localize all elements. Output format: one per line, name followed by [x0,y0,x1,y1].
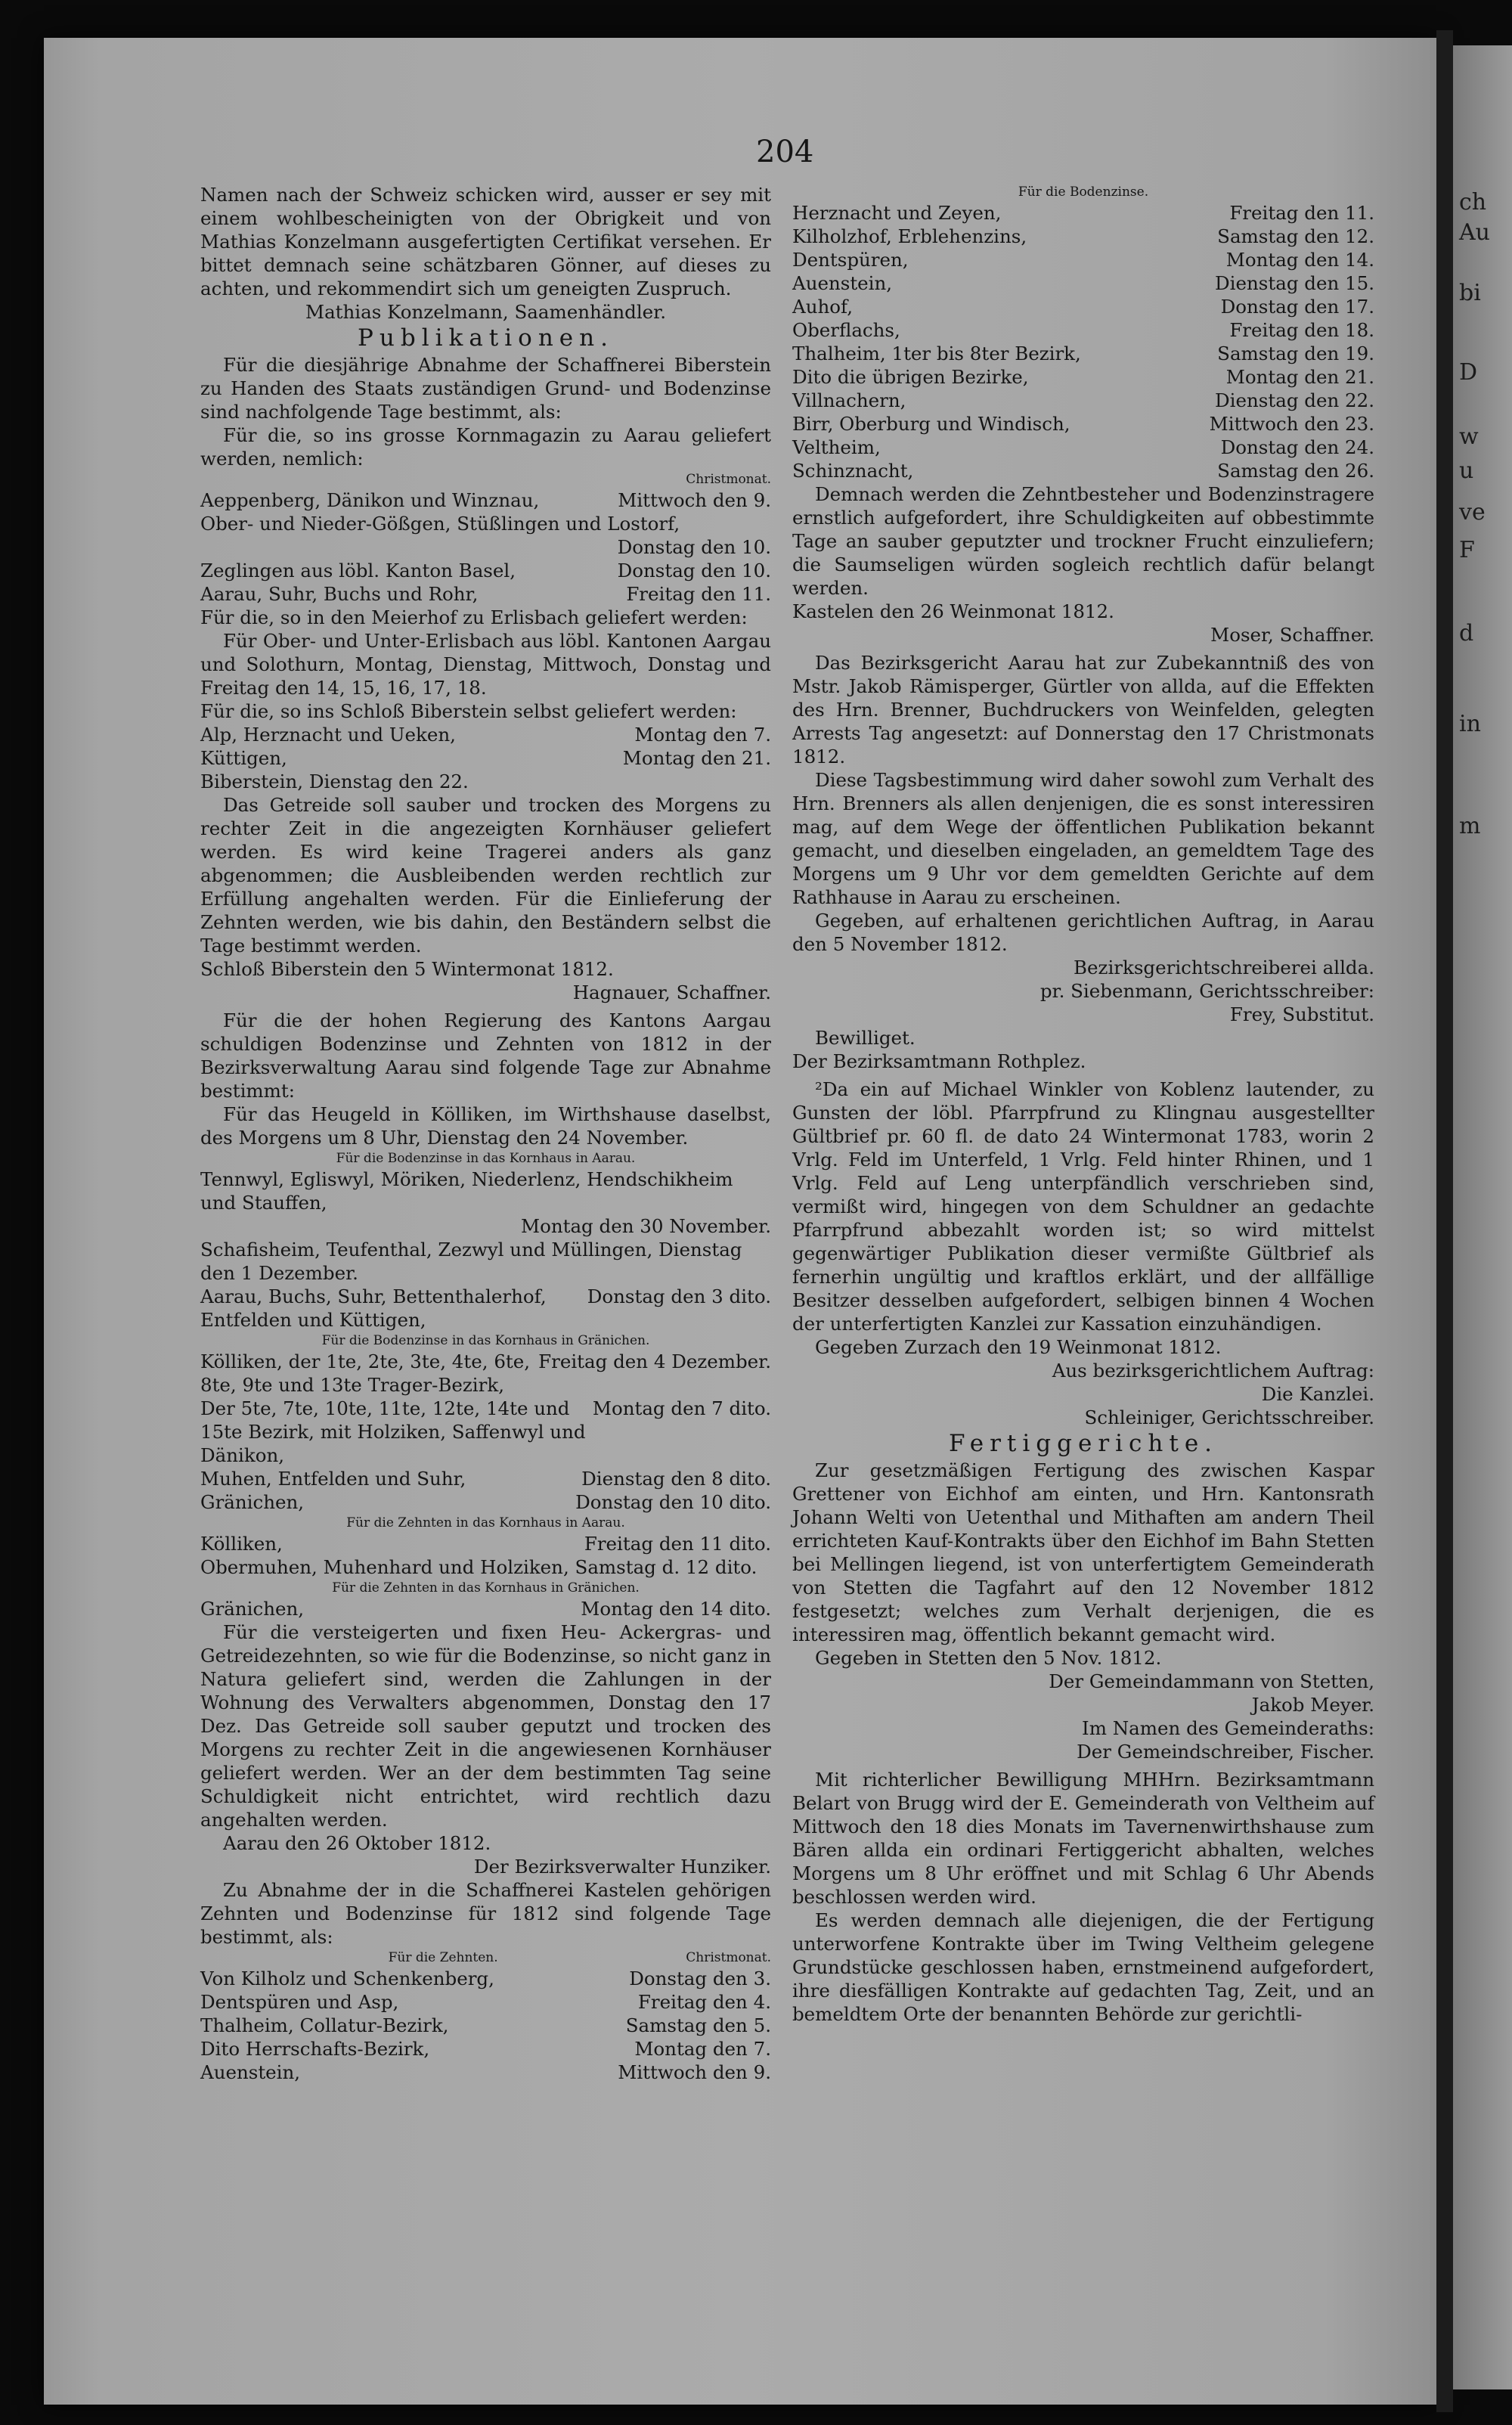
approval-label: Bewilliget. [815,1027,916,1049]
subheading-bodenzinse-aarau: Für die Bodenzinse in das Kornhaus in Aarau. [336,1151,636,1166]
adjacent-page-edge [1453,45,1512,2389]
schedule-bodenzinse-kastelen [792,201,1374,482]
schedule-row [200,1168,771,1214]
schedule-date: Donstag den 3 dito. [587,1285,771,1307]
schedule-place: Dentspüren, [792,249,909,271]
schedule-row [200,770,771,793]
page-gutter [1436,30,1453,2412]
signature-gemeinderath: Im Namen des Gemeinderaths: [1082,1717,1374,1739]
schedule-place: Auenstein, [792,272,893,294]
signature-meyer: Jakob Meyer. [1251,1694,1374,1716]
schedule-row [200,1990,771,2014]
schedule-date: Freitag den 11. [626,583,771,605]
subheading-zehnten-label: Für die Zehnten. [388,1950,498,1965]
schedule-date: Donstag den 10. [617,536,771,558]
notice-biberstein: Für die diesjährige Abnahme der Schaffnerei Biberstein zu Handen des Staats zuständigen Grund- und Bodenzinse sind nachfolgende Tage bestimmt, als: [200,354,771,423]
schedule-row [200,1490,771,1514]
schedule-row [200,1967,771,1990]
schedule-date: Freitag den 4. [637,1991,771,2013]
notice-veltheim: Mit richterlicher Bewilligung MHHrn. Bezirksamtmann Belart von Brugg wird der E. Gemeinderath von Veltheim auf Mittwoch den 18 dies Monats im Tavernenwirthshause zum Bären allda ein ordinari Fertiggericht abhalten, welches Morgens um 8 Uhr eröffnet und mit Schlag 6 Uhr Abends beschlossen werden wird. [792,1769,1374,1908]
schedule-place: Biberstein, Dienstag den 22. [200,771,469,792]
signature-schleiniger: Schleiniger, Gerichtsschreiber. [1084,1406,1374,1428]
schedule-place: Kölliken, der 1te, 2te, 3te, 4te, 6te, 8te, 9te und 13te Trager-Bezirk, [200,1350,531,1396]
schedule-place: Auenstein, [200,2061,301,2083]
notice-kastelen: Zu Abnahme der in die Schaffnerei Kastelen gehörigen Zehnten und Bodenzinse für 1812 sind folgende Tage bestimmt, als: [200,1879,771,1948]
subheading-bodenzinse-kastelen: Für die Bodenzinse. [1018,185,1149,200]
schedule-place: Küttigen, [200,747,287,769]
schedule-place: Tennwyl, Egliswyl, Möriken, Niederlenz, Hendschikheim und Stauffen, [200,1168,733,1214]
schedule-place: Auhof, [792,296,853,318]
schedule-row [200,1238,771,1285]
left-column [200,183,771,2084]
schedule-place [200,535,618,559]
notice-kastelen-demand: Demnach werden die Zehntbesteher und Bodenzinstragere ernstlich aufgefordert, ihre Schuldigkeiten auf obbestimmte Tage an sauber geputzter und trockner Frucht einzuliefern; die Saumseligen würden sogleich rechtlich dafür belangt werden. [792,483,1374,599]
page-number: 204 [756,135,814,169]
next-page-fragment: ve [1459,499,1486,526]
schedule-place: Aarau, Suhr, Buchs und Rohr, [200,583,479,605]
next-page-fragment: u [1459,457,1474,484]
subheading-zehnten-aarau: Für die Zehnten in das Kornhaus in Aarau. [346,1515,625,1530]
schedule-place: Veltheim, [792,436,881,458]
schedule-row [792,271,1374,295]
schedule-row [792,201,1374,225]
schedule-zehnten-kastelen [200,1967,771,2084]
schedule-place: Kölliken, [200,1533,283,1555]
next-page-fragment: D [1459,359,1478,386]
schedule-row [200,2014,771,2037]
notice-getreide-signature: Hagnauer, Schaffner. [572,981,771,1003]
schedule-row [792,436,1374,459]
month-label: Christmonat. [686,472,771,487]
schedule-date: Mittwoch den 23. [1209,413,1374,435]
schedule-date: Donstag den 3. [629,1968,771,1989]
signature-siebenmann: pr. Siebenmann, Gerichtsschreiber: [1040,980,1374,1002]
next-page-fragment: w [1459,423,1479,450]
schedule-bodenzinse-graenichen [200,1350,771,1514]
schedule-row [200,2061,771,2084]
schedule-row [200,1467,771,1490]
notice-schloss: Für die, so ins Schloß Biberstein selbst geliefert werden: [200,700,737,722]
approval-signature: Der Bezirksamtmann Rothplez. [792,1050,1086,1072]
signature-gemeindammann: Der Gemeindammann von Stetten, [1049,1670,1374,1692]
schedule-row [200,582,771,606]
notice-gueltbrief-given: Gegeben Zurzach den 19 Weinmonat 1812. [815,1336,1222,1358]
schedule-row [200,1597,771,1620]
schedule-date: Donstag den 24. [1220,436,1374,458]
next-page-fragment: in [1459,711,1481,737]
notice-kastelen-place: Kastelen den 26 Weinmonat 1812. [792,600,1114,622]
notice-getreide: Das Getreide soll sauber und trocken des Morgens zu rechter Zeit in die angezeigten Kornhäuser geliefert werden. Es wird keine Tragerei anders als ganz abgenommen; die Ausbleibenden werden rechtlich zur Erfüllung angehalten werden. Für die Einlieferung der Zehnten werden, wie bis dahin, den Beständern selbst die Tage bestimmt werden. [200,794,771,957]
schedule-place: Schafisheim, Teufenthal, Zezwyl und Müllingen, Dienstag den 1 Dezember. [200,1239,742,1284]
schedule-place: Thalheim, Collatur-Bezirk, [200,2014,449,2036]
schedule-zehnten-graenichen [200,1597,771,1620]
signature-auftrag: Aus bezirksgerichtlichem Auftrag: [1052,1360,1374,1382]
notice-heugeld: Für das Heugeld in Kölliken, im Wirthshause daselbst, des Morgens um 8 Uhr, Dienstag den 24 November. [200,1103,771,1149]
schedule-row [200,1285,771,1332]
schedule-date: Samstag den 12. [1217,225,1374,247]
schedule-date: Donstag den 10 dito. [575,1491,771,1513]
schedule-row [792,342,1374,365]
next-page-fragment: d [1459,620,1474,647]
notice-zahlungen-place: Aarau den 26 Oktober 1812. [223,1832,491,1854]
schedule-place: Gränichen, [200,1598,305,1620]
subheading-zehnten-kastelen [200,1949,771,1967]
schedule-row [200,746,771,770]
schedule-kornmagazin [200,488,771,606]
schedule-row [200,1397,771,1467]
signature-fischer: Der Gemeindschreiber, Fischer. [1077,1741,1374,1763]
notice-bezirksgericht: Das Bezirksgericht Aarau hat zur Zubekanntniß des von Mstr. Jakob Rämisperger, Gürtler von allda, auf die Effekten des Hrn. Brenner, Buchdruckers von Weinfelden, gelegten Arrests Tag angesetzt: auf Donnerstag den 17 Christmonats 1812. [792,652,1374,768]
schedule-date: Montag den 7. [634,724,771,746]
schedule-schloss [200,723,771,793]
section-heading-fertiggerichte: Fertiggerichte. [948,1430,1219,1457]
schedule-zehnten-aarau [200,1532,771,1579]
schedule-row [792,248,1374,271]
schedule-row [200,2037,771,2061]
schedule-date: Mittwoch den 9. [618,489,771,511]
notice-meierhof: Für die, so in den Meierhof zu Erlisbach geliefert werden: [200,606,748,628]
notice-aarau: Für die der hohen Regierung des Kantons Aargau schuldigen Bodenzinse und Zehnten von 1812 in der Bezirksverwaltung Aarau sind folgende Tage zur Abnahme bestimmt: [200,1009,771,1102]
notice-gueltbrief: ²Da ein auf Michael Winkler von Koblenz lautender, zu Gunsten der löbl. Pfarrpfrund zu Klingnau ausgestellter Gültbrief pr. 60 fl. de dato 24 Wintermonat 1783, worin 2 Vrlg. Feld im Unterfeld, 1 Vrlg. Feld hinter Rhinen, und 1 Vrlg. Feld auf Leng unterpfändlich verschrieben sind, vermißt wird, hingegen von dem Schuldner an gedachte Pfarrpfrund abbezahlt worden ist; so wird mittelst gegenwärtiger Publikation dieser vermißte Gültbrief als fernerhin ungültig und kraftlos erklärt, und der allfällige Besitzer desselben aufgefordert, selbigen binnen 4 Wochen der unterfertigten Kanzlei zur Kassation einzuhändigen. [792,1078,1374,1335]
notice-zahlungen: Für die versteigerten und fixen Heu- Ackergras- und Getreidezehnten, so wie für die Bodenzinse, so nicht ganz in Natura geliefert sind, werden die Zahlungen in der Wohnung des Verwalters abgenommen, Donstag den 17 Dez. Das Getreide soll sauber geputzt und trocken des Morgens zu rechter Zeit in die angewiesenen Kornhäuser geliefert werden. Wer an der dem bestimmten Tag seine Schuldigkeit nicht entrichtet, wird rechtlich dazu angehalten werden. [200,1621,771,1831]
schedule-place: Herznacht und Zeyen, [792,202,1002,224]
next-page-fragment: Au [1459,219,1490,246]
schedule-date: Montag den 21. [622,747,771,769]
notice-stetten-given: Gegeben in Stetten den 5 Nov. 1812. [815,1647,1162,1669]
schedule-place: Thalheim, 1ter bis 8ter Bezirk, [792,343,1081,364]
subheading-zehnten-graenichen: Für die Zehnten in das Kornhaus in Gränichen. [332,1580,640,1595]
schedule-place: Der 5te, 7te, 10te, 11te, 12te, 14te und 15te Bezirk, mit Holziken, Saffenwyl und Dänikon, [200,1397,586,1466]
schedule-place: Kilholzhof, Erblehenzins, [792,225,1027,247]
schedule-place: Ober- und Nieder-Gößgen, Stüßlingen und Lostorf, [200,513,680,535]
schedule-date: Montag den 7. [634,2038,771,2060]
schedule-place: Schinznacht, [792,460,914,482]
schedule-date: Freitag den 18. [1229,319,1374,341]
schedule-date: Samstag den 19. [1217,343,1374,364]
schedule-place: Muhen, Entfelden und Suhr, [200,1468,466,1490]
right-column [792,183,1374,2026]
schedule-date: Dienstag den 15. [1215,272,1374,294]
schedule-place: Alp, Herznacht und Ueken, [200,724,456,746]
schedule-row [792,459,1374,482]
schedule-place: Aeppenberg, Dänikon und Winznau, [200,489,540,511]
schedule-date: Montag den 21. [1225,366,1374,388]
schedule-date: Montag den 14 dito. [581,1598,771,1620]
schedule-row [792,225,1374,248]
schedule-place: Gränichen, [200,1491,305,1513]
schedule-date: Samstag den 26. [1217,460,1374,482]
schedule-bodenzinse-aarau [200,1168,771,1332]
schedule-place: Aarau, Buchs, Suhr, Bettenthalerhof, Entfelden und Küttigen, [200,1285,547,1331]
schedule-row [200,559,771,582]
schedule-date: Samstag den 5. [625,2014,771,2036]
schedule-place: Zeglingen aus löbl. Kanton Basel, [200,560,516,581]
notice-tagsbestimmung: Diese Tagsbestimmung wird daher sowohl zum Verhalt des Hrn. Brenners als allen denjenigen, die es sonst interessiren mag, auf dem Wege der öffentlichen Publikation bekannt gemacht, und dieselben eingeladen, an gemeldtem Tage des Morgens um 9 Uhr vor dem gemeldten Gerichte auf dem Rathhause in Aarau zu erscheinen. [792,769,1374,908]
schedule-row [200,1350,771,1397]
next-page-fragment: bi [1459,280,1481,306]
notice-fertigung-stetten: Zur gesetzmäßigen Fertigung des zwischen Kaspar Grettener von Eichhof am einten, und Hrn. Kantonsrath Johann Welti von Uetenthal und Mithaften am andern Theil errichteten Kauf-Kontrakts über den Eichhof im Bahn Stetten bei Mellingen liegend, ist von unterfertigtem Gemeinderath von Stetten die Tagfahrt auf den 12 November 1812 festgesetzt; welches zum Verhalt derjenigen, die es interessiren mag, öffentlich bekannt gemacht wird. [792,1459,1374,1645]
schedule-date: Montag den 30 November. [520,1215,771,1237]
section-heading-publikationen: Publikationen. [358,324,614,352]
schedule-place: Dito die übrigen Bezirke, [792,366,1029,388]
schedule-row [792,389,1374,412]
schedule-date: Donstag den 10. [617,560,771,581]
schedule-row [792,295,1374,318]
notice-getreide-place: Schloß Biberstein den 5 Wintermonat 1812. [200,958,614,980]
intro-signature: Mathias Konzelmann, Saamenhändler. [305,301,666,323]
schedule-place: Oberflachs, [792,319,900,341]
schedule-row [200,535,771,559]
schedule-row [200,1555,771,1579]
schedule-place [200,1214,521,1238]
schedule-row [200,1214,771,1238]
schedule-date: Montag den 7 dito. [592,1397,771,1419]
next-page-fragment: ch [1459,189,1487,216]
notice-veltheim-demand: Es werden demnach alle diejenigen, die der Fertigung unterworfene Kontrakte über im Twing Veltheim gelegene Grundstücke geschlossen haben, ernstmeinend aufgefordert, ihre diesfälligen Kontrakte auf gedachten Tag, Zeit, und an bemeldtem Orte der benannten Behörde zur gerichtli- [792,1909,1374,2025]
subheading-month-label: Christmonat. [686,1950,771,1965]
schedule-date: Dienstag den 8 dito. [581,1468,771,1490]
schedule-date: Freitag den 11. [1229,202,1374,224]
schedule-place: Von Kilholz und Schenkenberg, [200,1968,494,1989]
schedule-row [200,1532,771,1555]
schedule-place: Birr, Oberburg und Windisch, [792,413,1070,435]
subheading-bodenzinse-graenichen: Für die Bodenzinse in das Kornhaus in Gränichen. [321,1333,650,1348]
notice-meierhof-detail: Für Ober- und Unter-Erlisbach aus löbl. Kantonen Aargau und Solothurn, Montag, Dienstag, Mittwoch, Donstag und Freitag den 14, 15, 16, 17, 18. [200,630,771,699]
schedule-row [200,488,771,512]
schedule-row [792,365,1374,389]
signature-gerichtschreiberei: Bezirksgerichtschreiberei allda. [1074,957,1374,978]
schedule-row [792,318,1374,342]
schedule-date: Freitag den 11 dito. [584,1533,771,1555]
schedule-row [200,512,771,535]
signature-frey: Frey, Substitut. [1229,1003,1374,1025]
schedule-place: Dentspüren und Asp, [200,1991,399,2013]
notice-zahlungen-signature: Der Bezirksverwalter Hunziker. [473,1856,771,1878]
notice-kastelen-signature: Moser, Schaffner. [1210,624,1374,646]
schedule-date: Freitag den 4 Dezember. [538,1350,771,1372]
schedule-date: Donstag den 17. [1220,296,1374,318]
schedule-row [792,412,1374,436]
notice-biberstein-sub: Für die, so ins grosse Kornmagazin zu Aarau geliefert werden, nemlich: [200,424,771,470]
schedule-date: Montag den 14. [1225,249,1374,271]
schedule-place: Obermuhen, Muhenhard und Holziken, Samstag d. 12 dito. [200,1556,758,1578]
schedule-date: Mittwoch den 9. [618,2061,771,2083]
schedule-place: Dito Herrschafts-Bezirk, [200,2038,430,2060]
schedule-place: Villnachern, [792,389,906,411]
notice-tagsbestimmung-given: Gegeben, auf erhaltenen gerichtlichen Auftrag, in Aarau den 5 November 1812. [792,910,1374,955]
schedule-row [200,723,771,746]
next-page-fragment: F [1459,537,1475,563]
signature-kanzlei: Die Kanzlei. [1261,1383,1374,1405]
schedule-date: Dienstag den 22. [1215,389,1374,411]
intro-text: Namen nach der Schweiz schicken wird, ausser er sey mit einem wohlbescheinigten von der Obrigkeit und von Mathias Konzelmann ausgefertigten Certifikat versehen. Er bittet demnach seine schätzbaren Gönner, auf dieses zu achten, und rekommendirt sich um geneigten Zuspruch. [200,184,771,299]
next-page-fragment: m [1459,813,1481,839]
